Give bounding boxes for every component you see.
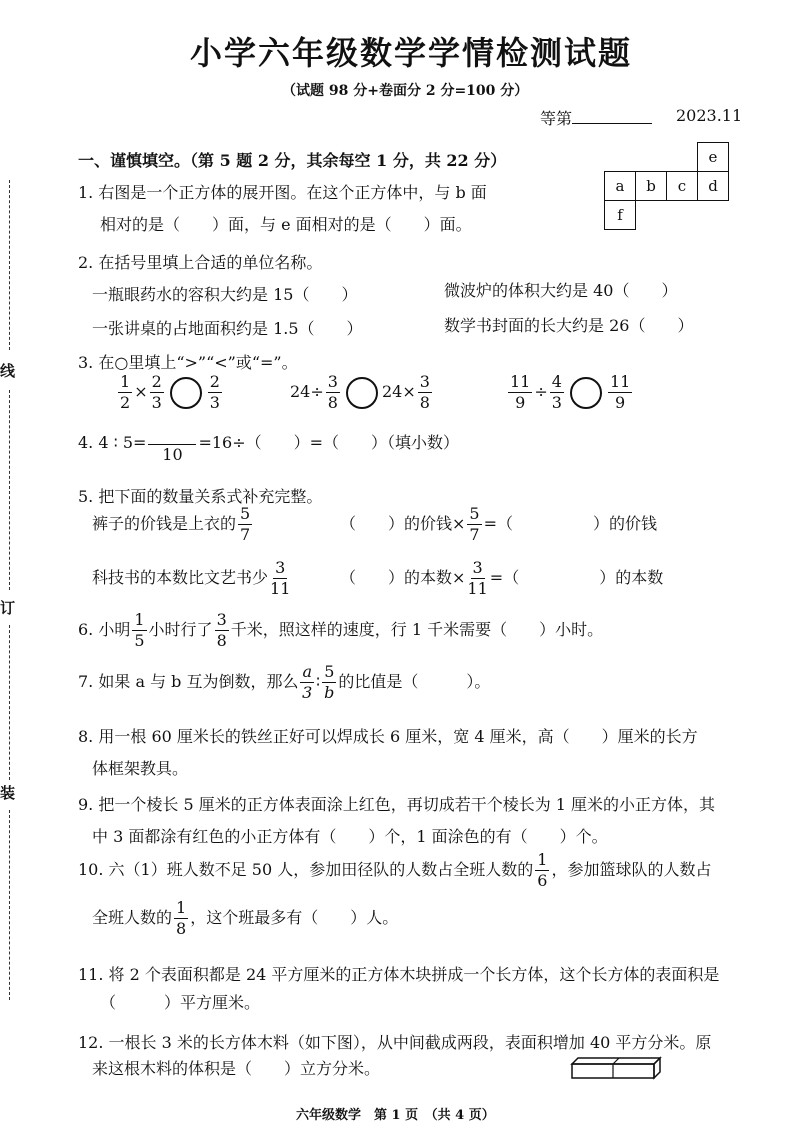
cube-face-d: d [698,172,729,201]
cube-net-figure [604,142,729,230]
q5-row-1-rhs: （ ）的价钱× $\frac{5}{7}$ =（ ）的价钱 [340,504,658,544]
compare-circle[interactable] [170,377,202,409]
q2-item: 一张讲桌的占地面积约是 1.5（ ） [92,319,363,338]
compare-circle[interactable] [570,377,602,409]
q2-stem: 2. 在括号里填上合适的单位名称。 [78,253,323,272]
q6-line: 6. 小明 $\frac{1}{5}$ 小时行了 $\frac{3}{8}$ 千米，照这样的速度，行 1 千米需要（ ）小时。 [78,610,604,650]
q3-stem: 3. 在○里填上“>”“<”或“=”。 [78,353,298,372]
q1-line2: 相对的是（ ）面，与 e 面相对的是（ ）面。 [100,215,472,234]
q10-line1: 10. 六（1）班人数不足 50 人，参加田径队的人数占全班人数的 $\frac{1}{6}$ ，参加篮球队的人数占 [78,850,712,890]
q8-line1: 8. 用一根 60 厘米长的铁丝正好可以焊成长 6 厘米，宽 4 厘米，高（ ）厘米的长方 [78,727,698,746]
exam-date: 2023.11 [676,106,743,125]
q11-line2: （ ）平方厘米。 [100,993,261,1012]
binding-line [9,180,10,350]
grade-field[interactable] [540,106,652,129]
grade-label: 等第 [540,109,573,128]
q8-line2: 体框架教具。 [92,759,189,778]
q12-line1: 12. 一根长 3 米的长方体木料（如下图），从中间截成两段，表面积增加 40 平方分米。原 [78,1033,712,1052]
cube-face-a: a [605,172,636,201]
q10-line2: 全班人数的 $\frac{1}{8}$ ，这个班最多有（ ）人。 [92,898,399,938]
cube-face-e: e [698,143,729,172]
q3-expr-1: $\frac{1}{2}$ × $\frac{2}{3}$ $\frac{2}{3}$ [120,372,220,412]
margin-label-line: 线 [0,362,16,380]
q3-expr-3: $\frac{11}{9}$ ÷ $\frac{4}{3}$ $\frac{11}{9}$ [510,372,631,412]
q9-line2: 中 3 面都涂有红色的小正方体有（ ）个，1 面涂色的有（ ）个。 [92,827,608,846]
q7-line: 7. 如果 a 与 b 互为倒数，那么 $\frac{a}{3}$ ∶ $\frac{5}{b}$ 的比值是（ ）。 [78,662,491,702]
q1-line1: 1. 右图是一个正方体的展开图。在这个正方体中，与 b 面 [78,183,487,202]
q2-item: 一瓶眼药水的容积大约是 15（ ） [92,285,358,304]
q12-line2: 来这根木料的体积是（ ）立方分米。 [92,1059,381,1078]
q4-line: 4. 4 ∶ 5= 10 =16÷（ ）=（ ）（填小数） [78,424,459,463]
q3-expr-2: 24÷ $\frac{3}{8}$ 24× $\frac{3}{8}$ [290,372,430,412]
binding-line [9,625,10,780]
q5-row-2-rhs: （ ）的本数× $\frac{3}{11}$ =（ ）的本数 [340,558,664,598]
q5-stem: 5. 把下面的数量关系式补充完整。 [78,487,323,506]
cube-face-c: c [667,172,698,201]
q5-row-1: 裤子的价钱是上衣的 $\frac{5}{7}$ [92,504,251,544]
section-1-title: 一、谨慎填空。（第 5 题 2 分，其余每空 1 分，共 22 分） [78,151,507,170]
q5-row-2: 科技书的本数比文艺书少 $\frac{3}{11}$ [92,558,291,598]
q11-line1: 11. 将 2 个表面积都是 24 平方厘米的正方体木块拼成一个长方体，这个长方体的表面积是 [78,965,720,984]
compare-circle[interactable] [346,377,378,409]
q4-blank-numerator[interactable] [148,424,196,445]
q2-item: 数学书封面的长大约是 26（ ） [444,316,694,335]
page-footer: 六年级数学 第 1 页 （共 4 页） [296,1108,495,1123]
cuboid-figure [570,1056,662,1082]
binding-line [9,390,10,590]
page-title: 小学六年级数学学情检测试题 [190,34,633,72]
score-note: （试题 98 分+卷面分 2 分=100 分） [282,83,529,99]
binding-line [9,810,10,1000]
cube-face-b: b [636,172,667,201]
margin-label-ding: 订 [0,599,16,617]
cube-face-f: f [605,201,636,230]
margin-label-zhuang: 装 [0,784,16,802]
q2-item: 微波炉的体积大约是 40（ ） [444,281,678,300]
q9-line1: 9. 把一个棱长 5 厘米的正方体表面涂上红色，再切成若干个棱长为 1 厘米的小正方体，其 [78,795,716,814]
